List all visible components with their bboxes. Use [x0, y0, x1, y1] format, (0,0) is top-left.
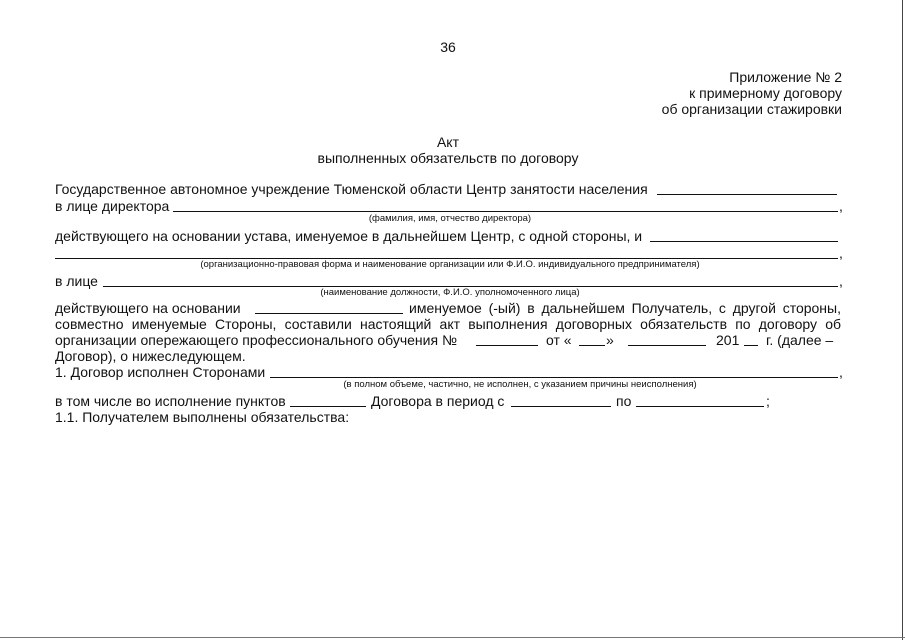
caption-organization: (организационно-правовая форма и наименование организации или Ф.И.О. индивидуального предпринимателя): [200, 259, 700, 270]
training-text: организации опережающего профессионального обучения №: [55, 332, 457, 348]
semicolon: ;: [766, 393, 770, 409]
person-label: в лице: [55, 273, 98, 289]
recipient-text: именуемое (-ый) в дальнейшем Получатель, с другой стороны,: [409, 300, 841, 316]
blank-contract-number: [476, 345, 538, 346]
blank-day: [579, 345, 605, 346]
appendix-line-1: Приложение № 2: [729, 69, 842, 85]
clauses-label: в том числе во исполнение пунктов: [55, 393, 286, 409]
blank-year: [744, 345, 758, 346]
blank-clauses: [290, 406, 366, 407]
document-title: Акт: [436, 134, 460, 150]
blank-execution-status: [270, 377, 838, 378]
comma: ,: [839, 198, 843, 214]
date-open-quote: от «: [546, 332, 572, 348]
item-1-1-label: 1.1. Получателем выполнены обязательства:: [55, 409, 350, 425]
scan-edge-right: [902, 0, 903, 640]
comma: ,: [839, 364, 843, 380]
contract-ref-text: Договор), о нижеследующем.: [55, 348, 246, 364]
comma: ,: [839, 245, 843, 261]
parties-text: совместно именуемые Стороны, составили настоящий акт выполнения договорных обязательств по договору об: [55, 316, 841, 332]
blank-month: [628, 345, 706, 346]
basis-label: действующего на основании: [55, 300, 241, 316]
date-close-quote: »: [606, 332, 614, 348]
basis-charter-text: действующего на основании устава, именуемое в дальнейшем Центр, с одной стороны, и: [55, 228, 643, 244]
comma: ,: [839, 273, 843, 289]
appendix-line-3: об организации стажировки: [661, 101, 842, 117]
blank-period-from: [511, 406, 611, 407]
employment-center-name: Государственное автономное учреждение Тюменской области Центр занятости населения: [55, 181, 648, 197]
director-label: в лице директора: [55, 198, 170, 214]
blank-employment-center: [657, 194, 837, 195]
period-to-label: по: [616, 393, 632, 409]
period-from-label: Договора в период с: [371, 393, 505, 409]
caption-execution: (в полном объеме, частично, не исполнен, с указанием причины неисполнения): [343, 379, 697, 390]
blank-counterparty: [650, 241, 838, 242]
year-prefix: 201: [716, 332, 740, 348]
blank-basis: [255, 313, 403, 314]
page-number: 36: [440, 39, 456, 55]
scan-edge-bottom: [0, 637, 905, 638]
appendix-line-2: к примерному договору: [689, 85, 842, 101]
document-subtitle: выполненных обязательств по договору: [317, 150, 579, 166]
blank-period-to: [636, 406, 764, 407]
blank-director-name: [173, 211, 838, 212]
caption-director: (фамилия, имя, отчество директора): [368, 213, 532, 224]
caption-position: (наименование должности, Ф.И.О. уполномоченного лица): [320, 287, 580, 298]
item-1-label: 1. Договор исполнен Сторонами: [55, 364, 266, 380]
year-suffix-text: г. (далее –: [766, 332, 834, 348]
